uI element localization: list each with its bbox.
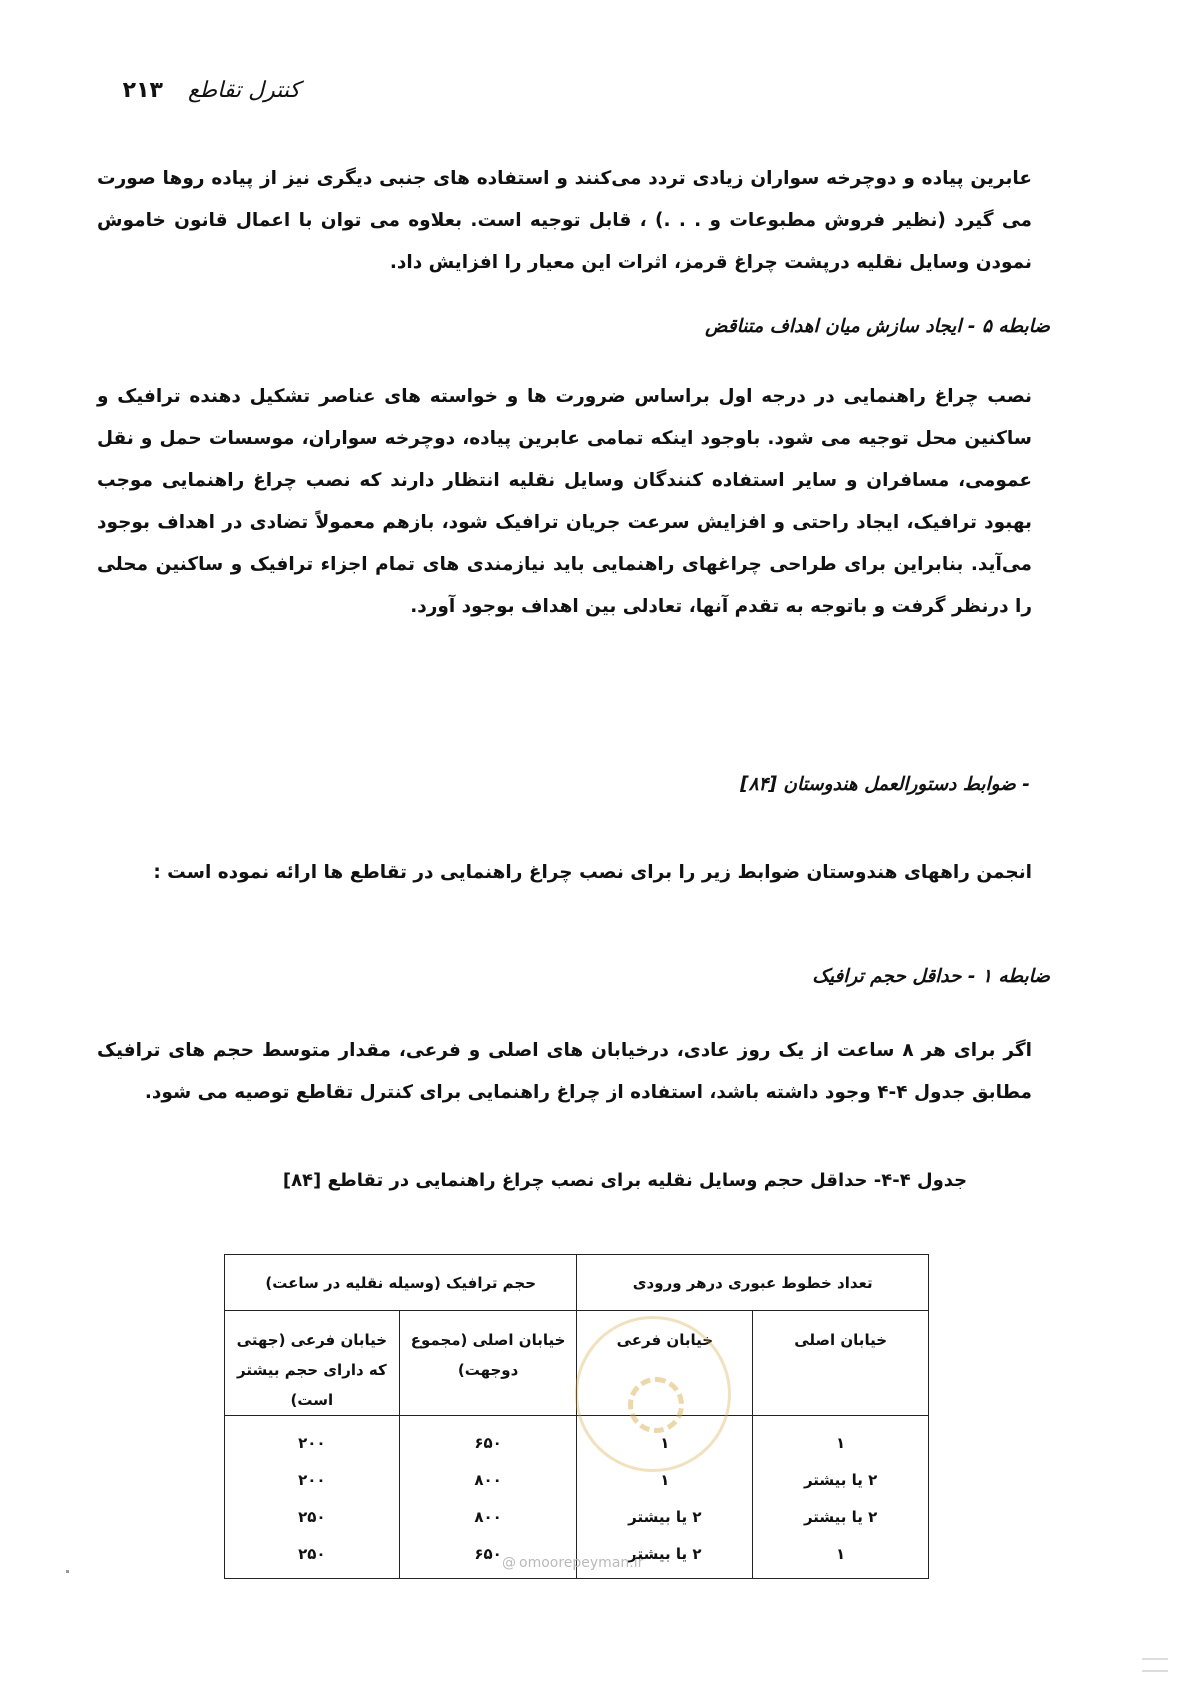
col-header-volume-minor: خیابان فرعی (جهتی که دارای حجم بیشتر است): [225, 1311, 400, 1416]
running-header: [123, 78, 300, 103]
running-title: کنترل تقاطع: [187, 78, 300, 103]
cell-volume-major: ۶۵۰: [399, 1416, 577, 1462]
table-row: [225, 1416, 929, 1462]
table-column-header-row: [225, 1311, 929, 1416]
paragraph-india-intro: انجمن راههای هندوستان ضوابط زیر را برای نصب چراغ راهنمایی در تقاطع ها ارائه نموده است :: [153, 862, 1032, 883]
cell-volume-minor: ۲۰۰: [225, 1416, 400, 1462]
page-corner-mark: [1142, 1658, 1168, 1672]
col-header-lanes-minor: خیابان فرعی: [577, 1311, 753, 1416]
heading-criterion-5: ضابطه ۵ - ایجاد سازش میان اهداف متناقض: [705, 316, 1050, 337]
cell-lanes-minor: ۲ یا بیشتر: [577, 1535, 753, 1579]
cell-volume-minor: ۲۵۰: [225, 1535, 400, 1579]
cell-lanes-major: ۱: [753, 1416, 929, 1462]
paragraph-conflicting-goals: نصب چراغ راهنمایی در درجه اول براساس ضرورت ها و خواسته های عناصر تشکیل دهنده ترافیک و ساکنین محل توجیه می شود. باوجود اینکه تمامی عابرین پیاده، دوچرخه سواران، موسسات حمل و نقل عمومی، مسافران و سایر استفاده کنندگان وسایل نقلیه انتظار دارند که نصب چراغ راهنمایی موجب بهبود ترافیک، ایجاد راحتی و افزایش سرعت جریان ترافیک شود، بازهم معمولاً تضادی در اهداف بوجود می‌آید. بنابراین برای طراحی چراغهای راهنمایی باید نیازمندی های تمام اجزاء ترافیک و ساکنین محلی را درنظر گرفت و باتوجه به تقدم آنها، تعادلی بین اهداف بوجود آورد.: [97, 386, 1032, 617]
cell-lanes-major: ۱: [753, 1535, 929, 1579]
table-group-header-row: [225, 1255, 929, 1311]
at-icon: @: [502, 1555, 516, 1571]
cell-lanes-major: ۲ یا بیشتر: [753, 1461, 929, 1498]
heading-india-guidelines: - ضوابط دستورالعمل هندوستان [۸۴]: [740, 774, 1030, 795]
paragraph-min-volume: اگر برای هر ۸ ساعت از یک روز عادی، درخیابان های اصلی و فرعی، مقدار متوسط حجم های ترافیک مطابق جدول ۴-۴ وجود داشته باشد، استفاده از چراغ راهنمایی برای کنترل تقاطع توصیه می شود.: [97, 1040, 1032, 1103]
col-header-lanes-major: خیابان اصلی: [753, 1311, 929, 1416]
cell-volume-minor: ۲۰۰: [225, 1461, 400, 1498]
cell-lanes-minor: ۲ یا بیشتر: [577, 1498, 753, 1535]
signal-warrant-table: [224, 1254, 929, 1579]
table-row: [225, 1461, 929, 1498]
cell-volume-major: ۶۵۰: [399, 1535, 577, 1579]
watermark-url: [502, 1555, 643, 1571]
cell-lanes-major: ۲ یا بیشتر: [753, 1498, 929, 1535]
cell-volume-major: ۸۰۰: [399, 1461, 577, 1498]
paragraph-pedestrians: عابرین پیاده و دوچرخه سواران زیادی تردد می‌کنند و استفاده های جنبی دیگری نیز از پیاده روها صورت می گیرد (نظیر فروش مطبوعات و . . .) ، قابل توجیه است. بعلاوه می توان با اعمال قانون خاموش نمودن وسایل نقلیه درپشت چراغ قرمز، اثرات این معیار را افزایش داد.: [97, 168, 1032, 273]
group-header-volume: حجم ترافیک (وسیله نقلیه در ساعت): [225, 1255, 577, 1311]
page-number: ۲۱۳: [122, 78, 163, 103]
cell-volume-major: ۸۰۰: [399, 1498, 577, 1535]
scan-speck: [66, 1570, 69, 1573]
heading-criterion-1: ضابطه ۱ - حداقل حجم ترافیک: [812, 966, 1050, 987]
group-header-lanes: تعداد خطوط عبوری درهر ورودی: [577, 1255, 929, 1311]
table-row: [225, 1498, 929, 1535]
cell-lanes-minor: ۱: [577, 1461, 753, 1498]
table-caption: جدول ۴-۴- حداقل حجم وسایل نقلیه برای نصب چراغ راهنمایی در تقاطع [۸۴]: [282, 1170, 968, 1191]
watermark-url-text: omoorepeyman.ir: [519, 1555, 644, 1571]
cell-lanes-minor: ۱: [577, 1416, 753, 1462]
col-header-volume-major: خیابان اصلی (مجموع دوجهت): [399, 1311, 577, 1416]
cell-volume-minor: ۲۵۰: [225, 1498, 400, 1535]
